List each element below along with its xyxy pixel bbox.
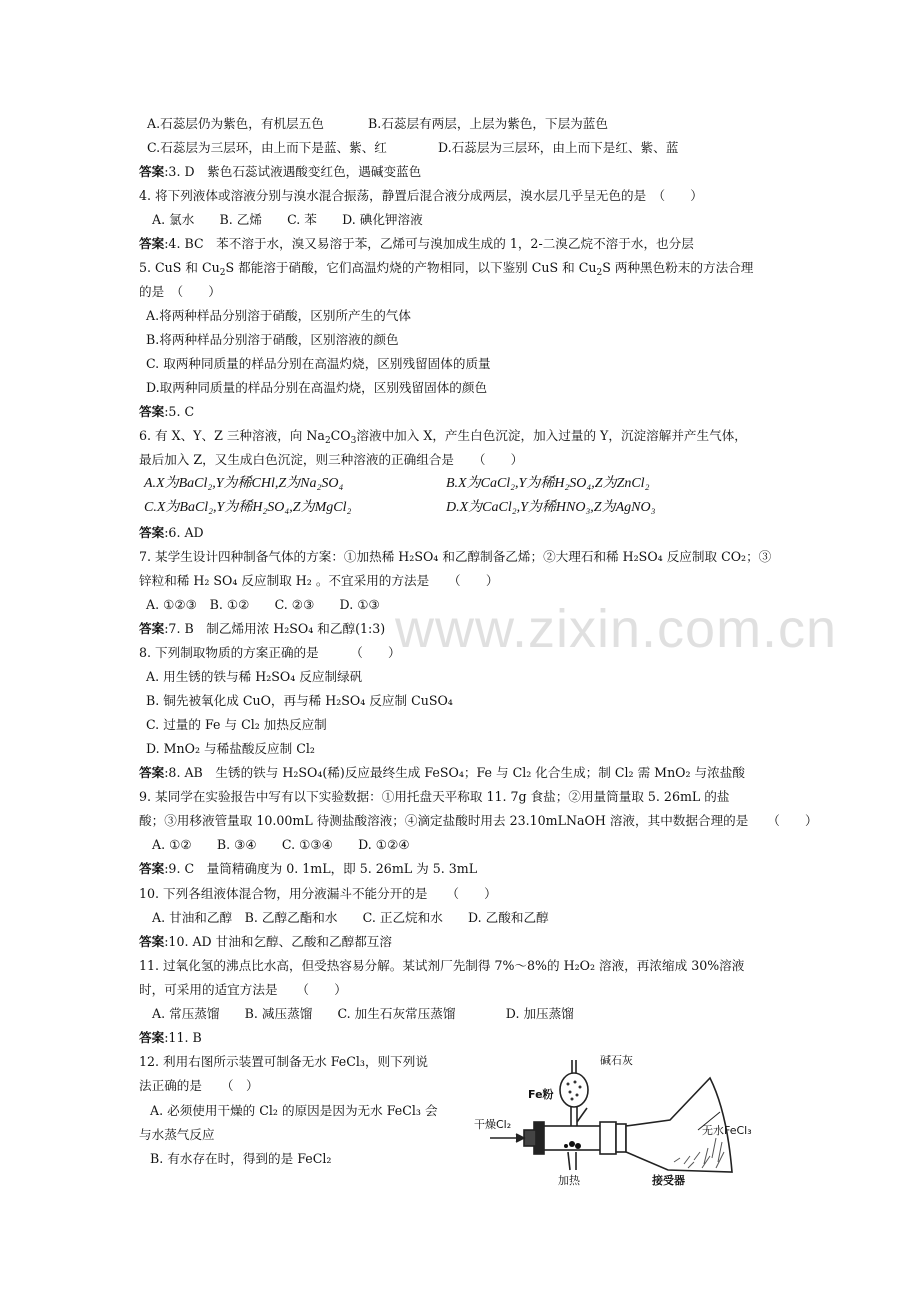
answer-text: :7. B 制乙烯用浓 H₂SO₄ 和乙醇(1:3) (164, 621, 386, 636)
q5-option-c: C. 取两种同质量的样品分别在高温灼烧，区别残留固体的质量 (146, 356, 491, 371)
answer-label: 答案 (139, 1030, 165, 1045)
answer-label: 答案 (139, 765, 165, 780)
q4-answer (139, 236, 694, 252)
answer-label: 答案 (139, 164, 165, 179)
answer-text: :11. B (164, 1030, 202, 1045)
q5-option-a: A.将两种样品分别溶于硝酸，区别所产生的气体 (146, 308, 411, 323)
label-dry-cl2: 干燥Cl₂ (474, 1118, 512, 1131)
q9-answer (139, 861, 477, 877)
answer-label: 答案 (139, 621, 165, 636)
q5-stem-line1: 5. CuS 和 $Cu_2S$ 都能溶于硝酸，它们高温灼烧的产物相同，以下鉴别 CuS 和 $Cu_2S$ 两种黑色粉末的方法合理 (139, 260, 754, 278)
q8-option-c: C. 过量的 Fe 与 Cl₂ 加热反应制 (146, 717, 327, 732)
q6-option-a: A.X为BaCl₂,Y为稀CHl,Z为Na₂SO₄ (144, 476, 344, 491)
q8-option-d: D. MnO₂ 与稀盐酸反应制 Cl₂ (146, 741, 315, 756)
q12-option-a-line2: 与水蒸气反应 (139, 1127, 215, 1142)
answer-text: :9. C 量筒精确度为 0. 1mL，即 5. 26mL 为 5. 3mL (164, 861, 478, 876)
q8-stem: 8. 下列制取物质的方案正确的是 （ ） (139, 645, 401, 660)
q3-answer (139, 164, 421, 180)
q11-options: A. 常压蒸馏 B. 减压蒸馏 C. 加生石灰常压蒸馏 D. 加压蒸馏 (152, 1006, 574, 1021)
q11-stem-line2: 时，可采用的适宜方法是 （ ） (139, 982, 347, 997)
answer-text: :5. C (164, 404, 195, 419)
q6-stem-line2: 最后加入 Z，又生成白色沉淀，则三种溶液的正确组合是 （ ） (139, 452, 524, 467)
q12-option-a-line1: A. 必须使用干燥的 Cl₂ 的原因是因为无水 FeCl₃ 会 (150, 1103, 438, 1118)
answer-text: :8. AB 生锈的铁与 H₂SO₄(稀)反应最终生成 FeSO₄；Fe 与 Cl₂ 化合生成；制 Cl₂ 需 MnO₂ 与浓盐酸 (164, 765, 745, 780)
answer-text: :6. AD (164, 525, 204, 540)
answer-text: :10. AD 甘油和乞醇、乙酸和乙醇都互溶 (164, 934, 392, 949)
q6-option-d: D.X为CaCl₂,Y为稀HNO₃,Z为AgNO₃ (446, 500, 656, 515)
q11-answer (139, 1030, 202, 1046)
label-anhydrous-fecl3: 无水FeCl₃ (702, 1124, 752, 1137)
q12-stem-line1: 12. 利用右图所示装置可制备无水 FeCl₃，则下列说 (139, 1054, 428, 1069)
q10-stem: 10. 下列各组液体混合物，用分液漏斗不能分开的是 （ ） (139, 886, 497, 901)
q9-stem-line2: 酸；③用移液管量取 10.00mL 待测盐酸溶液；④滴定盐酸时用去 23.10mLNaOH 溶液，其中数据合理的是 （ ） (139, 813, 818, 828)
q3-option-c: C.石蕊层为三层环，由上而下是蓝、紫、红 (147, 140, 387, 155)
q10-answer (139, 934, 392, 950)
watermark: www.zixin.com.cn (395, 599, 838, 659)
q11-stem-line1: 11. 过氧化氢的沸点比水高，但受热容易分解。某试剂厂先制得 7%～8%的 H₂O₂ 溶液，再浓缩成 30%溶液 (139, 958, 745, 973)
q12-option-b: B. 有水存在时，得到的是 FeCl₂ (150, 1151, 332, 1166)
q8-option-b: B. 铜先被氧化成 CuO，再与稀 H₂SO₄ 反应制 CuSO₄ (146, 693, 453, 708)
q8-answer (139, 765, 745, 781)
q7-options: A. ①②③ B. ①② C. ②③ D. ①③ (146, 597, 380, 612)
q3-option-b: B.石蕊层有两层，上层为紫色，下层为蓝色 (368, 116, 608, 131)
answer-label: 答案 (139, 236, 165, 251)
q7-stem-line2: 锌粒和稀 H₂ SO₄ 反应制取 H₂ 。不宜采用的方法是 （ ） (139, 573, 499, 588)
answer-label: 答案 (139, 861, 165, 876)
label-heating: 加热 (558, 1174, 580, 1187)
q9-stem-line1: 9. 某同学在实验报告中写有以下实验数据：①用托盘天平称取 11. 7g 食盐；②用量筒量取 5. 26mL 的盐 (139, 789, 730, 804)
answer-label: 答案 (139, 404, 165, 419)
answer-label: 答案 (139, 934, 165, 949)
q8-option-a: A. 用生锈的铁与稀 H₂SO₄ 反应制绿矾 (146, 669, 363, 684)
q4-stem: 4. 将下列液体或溶液分别与溴水混合振荡，静置后混合液分成两层，溴水层几乎呈无色的是 （ ） (139, 188, 703, 203)
q6-stem-line1: 6. 有 X、Y、Z 三种溶液，向 $Na_2CO_3$溶液中加入 X，产生白色沉淀，加入过量的 Y，沉淀溶解并产生气体， (139, 428, 747, 446)
q4-options: A. 氯水 B. 乙烯 C. 苯 D. 碘化钾溶液 (152, 212, 423, 227)
label-fe-powder: Fe粉 (528, 1088, 554, 1101)
q6-option-c: C.X为BaCl₂,Y为稀H₂SO₄,Z为MgCl₂ (144, 500, 352, 515)
q6-option-b: B.X为CaCl₂,Y为稀H₂SO₄,Z为ZnCl₂ (446, 476, 650, 491)
label-receiver: 接受器 (652, 1174, 685, 1187)
q12-stem-line2: 法正确的是 （ ） (139, 1078, 259, 1093)
q6-answer (139, 525, 204, 541)
answer-text: :3. D 紫色石蕊试液遇酸变红色，遇碱变蓝色 (164, 164, 422, 179)
q5-option-d: D.取两种同质量的样品分别在高温灼烧，区别残留固体的颜色 (146, 380, 488, 395)
q5-answer (139, 404, 194, 420)
q5-option-b: B.将两种样品分别溶于硝酸，区别溶液的颜色 (146, 332, 399, 347)
q3-option-d: D.石蕊层为三层环，由上而下是红、紫、蓝 (438, 140, 679, 155)
q3-option-a: A.石蕊层仍为紫色，有机层五色 (147, 116, 324, 131)
q5-stem-line2: 的是 （ ） (139, 284, 221, 299)
answer-label: 答案 (139, 525, 165, 540)
apparatus-figure (472, 1052, 792, 1192)
q7-answer (139, 621, 385, 637)
q9-options: A. ①② B. ③④ C. ①③④ D. ①②④ (152, 837, 410, 852)
q10-options: A. 甘油和乙醇 B. 乙醇乙酯和水 C. 正乙烷和水 D. 乙酸和乙醇 (152, 910, 549, 925)
answer-text: :4. BC 苯不溶于水，溴又易溶于苯，乙烯可与溴加成生成的 1，2-二溴乙烷不溶于水，也分层 (164, 236, 694, 251)
label-soda-lime: 碱石灰 (600, 1054, 633, 1067)
q7-stem-line1: 7. 某学生设计四种制备气体的方案：①加热稀 H₂SO₄ 和乙醇制备乙烯；②大理石和稀 H₂SO₄ 反应制取 CO₂；③ (139, 549, 772, 564)
